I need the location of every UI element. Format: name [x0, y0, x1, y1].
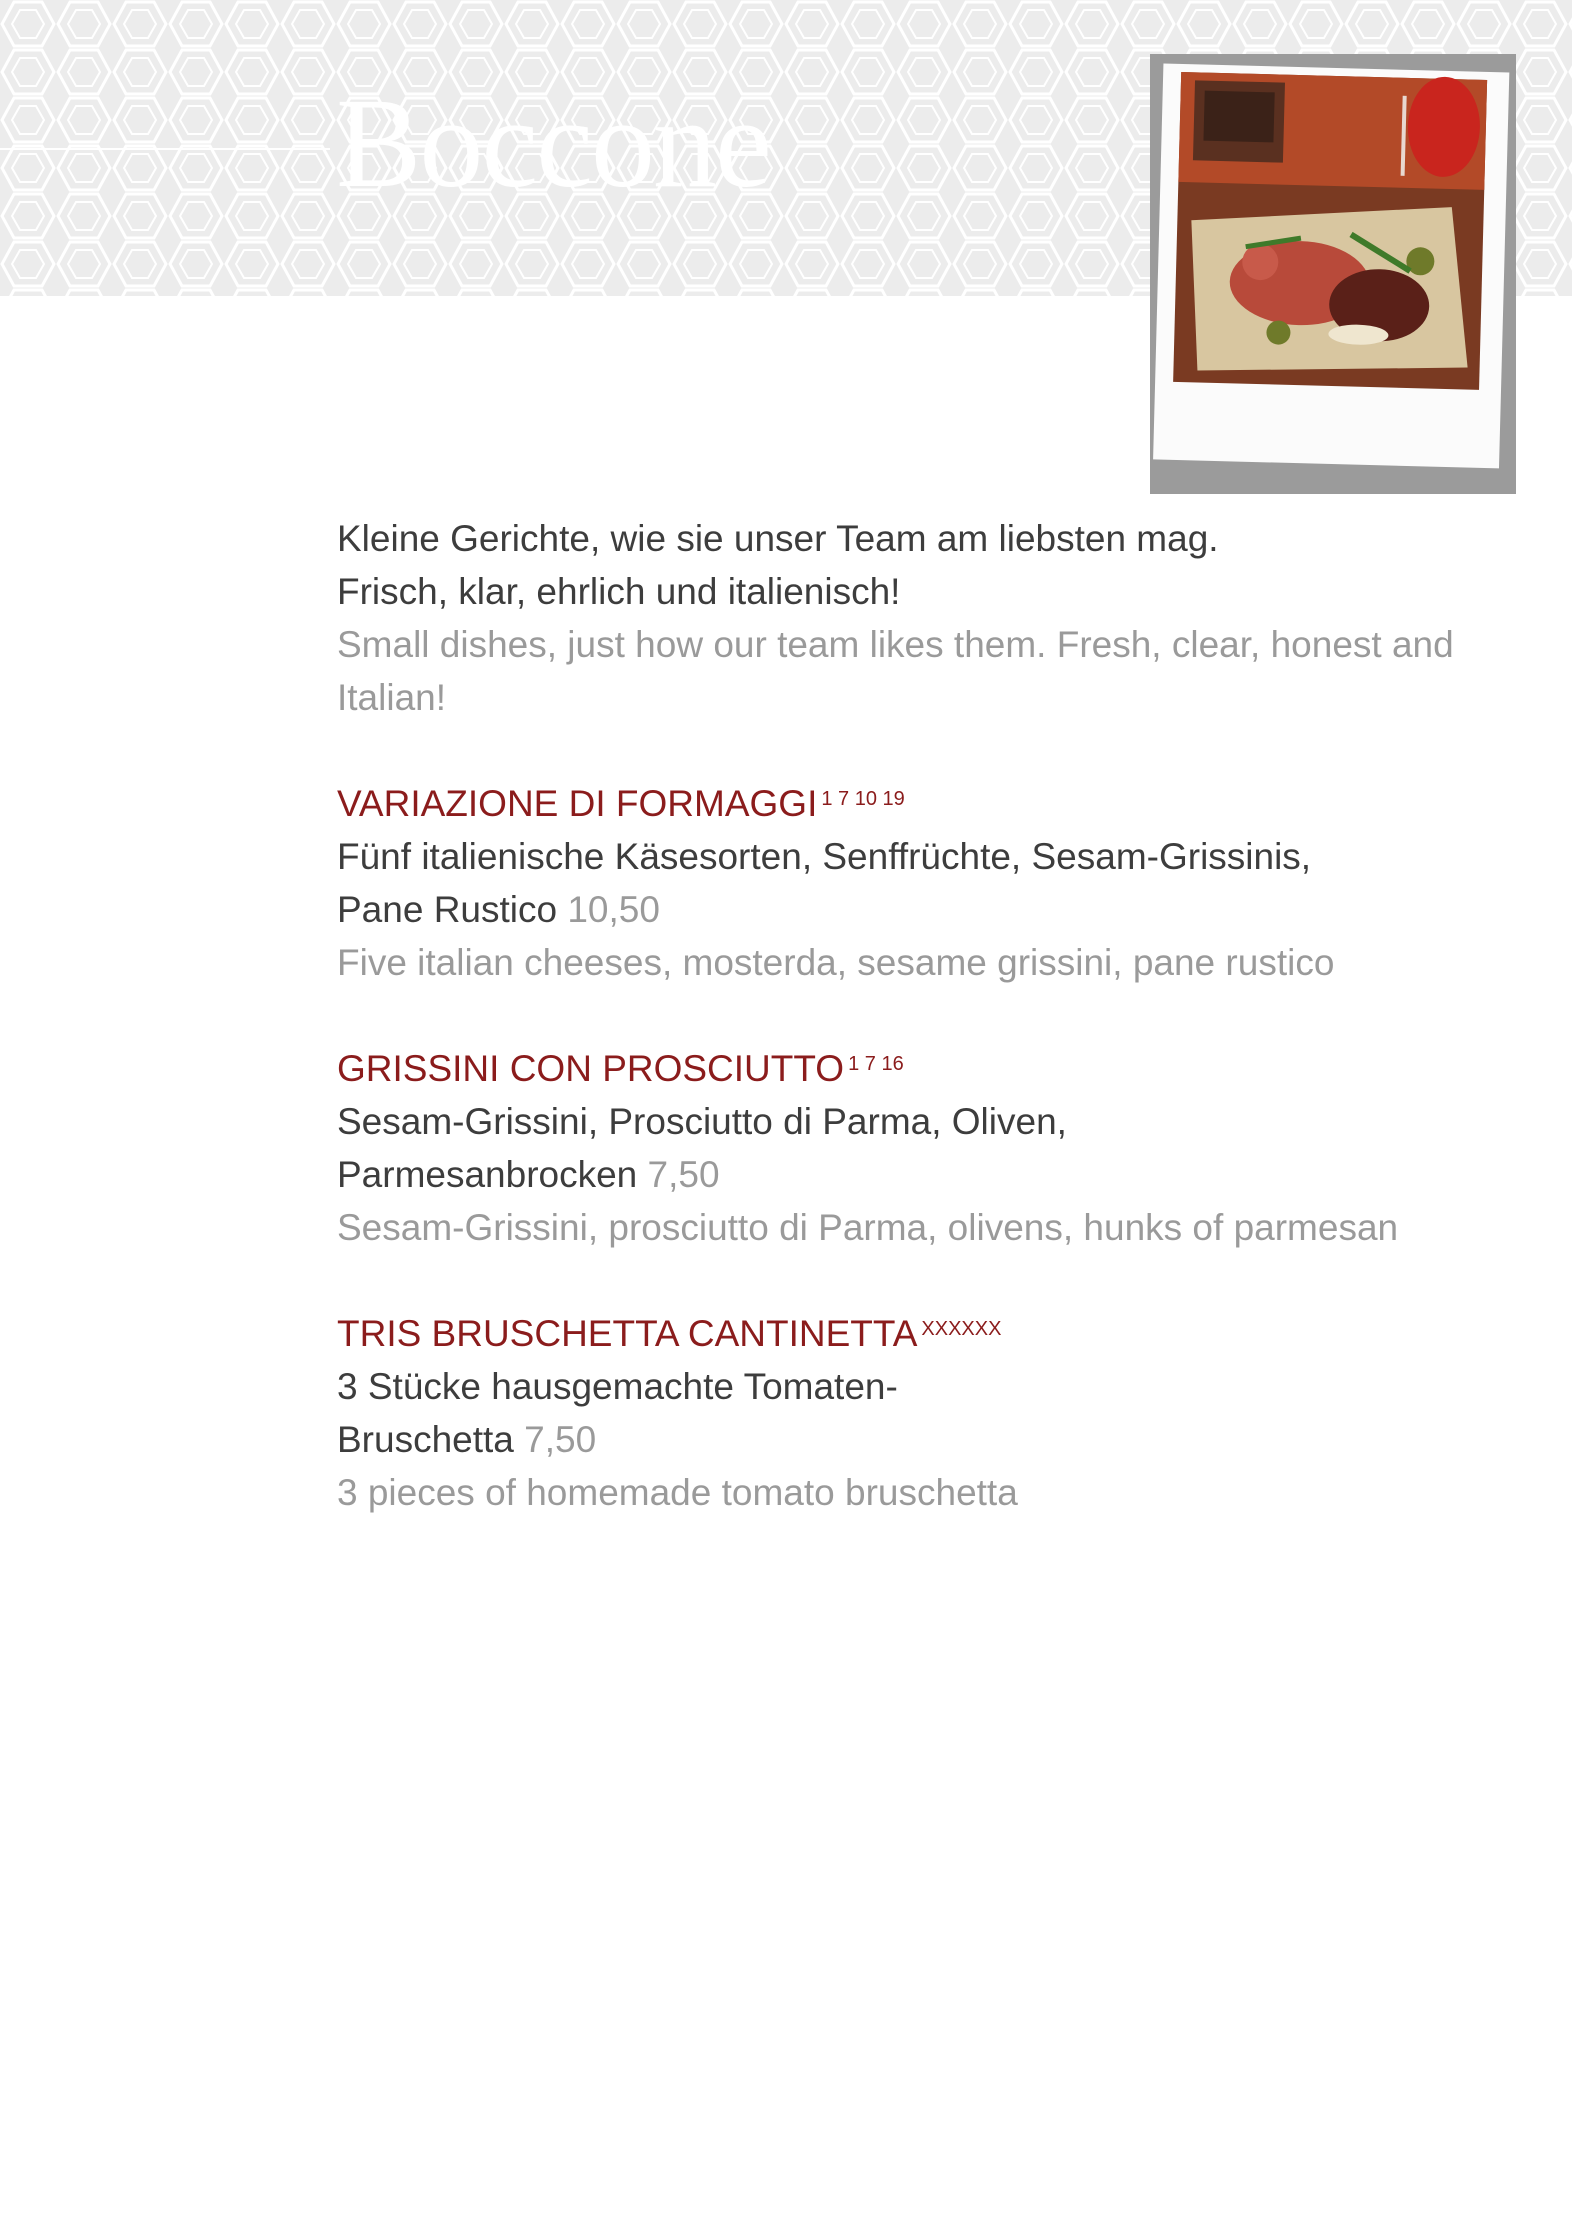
menu-item-price: 10,50 [567, 889, 660, 930]
allergen-codes: 1 7 16 [848, 1053, 904, 1075]
intro-german-line: Frisch, klar, ehrlich und italienisch! [337, 571, 901, 612]
menu-item-name-text: TRIS BRUSCHETTA CANTINETTA [337, 1313, 918, 1354]
description-line-with-price [337, 883, 1477, 936]
intro-english: Small dishes, just how our team likes them. Fresh, clear, honest and Italian! [337, 624, 1454, 718]
menu-item [337, 1307, 1477, 1519]
section-title: Boccone [336, 72, 770, 214]
allergen-codes: XXXXXX [921, 1318, 1002, 1340]
menu-item-description-german [337, 830, 1477, 936]
menu-item-description-german [337, 1360, 1477, 1466]
photo-frame [1150, 54, 1516, 494]
intro-german-line: Kleine Gerichte, wie sie unser Team am liebsten mag. [337, 518, 1219, 559]
menu-item-description-english: Sesam-Grissini, prosciutto di Parma, olivens, hunks of parmesan [337, 1207, 1399, 1248]
description-line: Parmesanbrocken [337, 1154, 638, 1195]
menu-item-name-text: GRISSINI CON PROSCIUTTO [337, 1048, 845, 1089]
menu-item-name [337, 1042, 1477, 1095]
menu-content [337, 512, 1477, 1519]
description-line: Sesam-Grissini, Prosciutto di Parma, Oliven, [337, 1101, 1067, 1142]
menu-item-name [337, 777, 1477, 830]
menu-item-name [337, 1307, 1477, 1360]
description-line-with-price [337, 1148, 1477, 1201]
allergen-codes: 1 7 10 19 [821, 788, 905, 810]
description-line: Pane Rustico [337, 889, 558, 930]
menu-item-description-german [337, 1095, 1477, 1201]
menu-item-name-text: VARIAZIONE DI FORMAGGI [337, 783, 818, 824]
menu-item-price: 7,50 [524, 1419, 597, 1460]
description-line: 3 Stücke hausgemachte Tomaten- [337, 1366, 898, 1407]
menu-item [337, 1042, 1477, 1254]
menu-item-description-english: 3 pieces of homemade tomato bruschetta [337, 1472, 1018, 1513]
menu-item-price: 7,50 [647, 1154, 720, 1195]
menu-item [337, 777, 1477, 989]
intro-german [337, 512, 1477, 618]
description-line: Bruschetta [337, 1419, 514, 1460]
menu-item-description-english: Five italian cheeses, mosterda, sesame grissini, pane rustico [337, 942, 1335, 983]
header-divider-line [0, 148, 330, 150]
description-line: Fünf italienische Käsesorten, Senffrüchte, Sesam-Grissinis, [337, 836, 1312, 877]
antipasti-photo-icon [1150, 54, 1516, 494]
description-line-with-price [337, 1413, 1477, 1466]
